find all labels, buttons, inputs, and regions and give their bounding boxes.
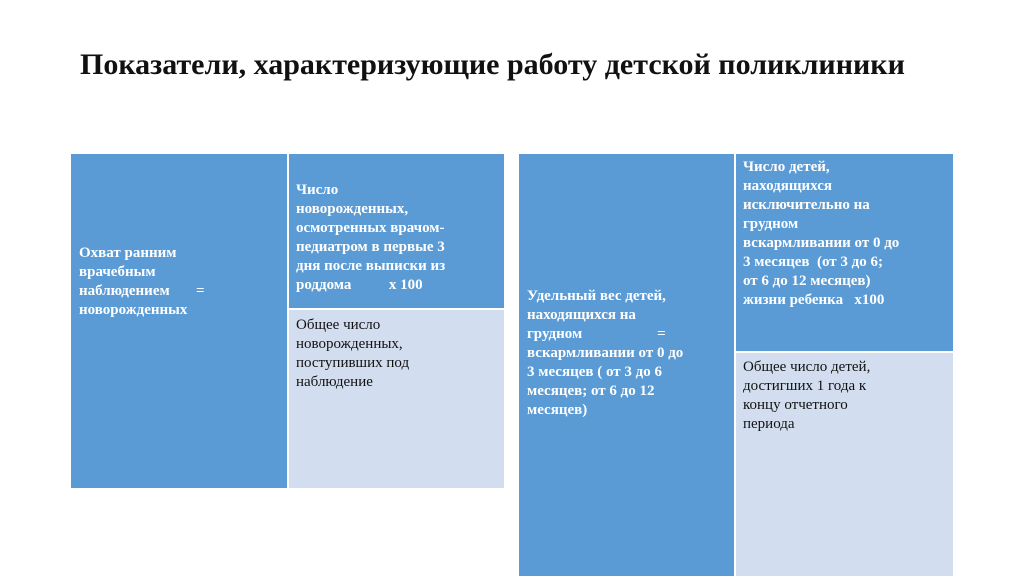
breastfeeding-denominator-box	[736, 353, 953, 576]
coverage-label-box	[71, 154, 287, 488]
breastfeeding-label-box	[519, 154, 734, 576]
coverage-numerator: Число новорожденных, осмотренных врачом- педиатром в первые 3 дня после выписки из роддома х 100	[296, 182, 446, 293]
coverage-label: Охват ранним врачебным наблюдением = новорожденных	[79, 245, 205, 318]
breastfeeding-numerator-box	[736, 154, 953, 351]
breastfeeding-label: Удельный вес детей, находящихся на грудном = вскармливании от 0 до 3 месяцев ( от 3 до 6 месяцев; от 6 до 12 месяцев)	[527, 288, 684, 418]
coverage-denominator: Общее число новорожденных, поступивших под наблюдение	[296, 317, 410, 390]
breastfeeding-numerator: Число детей, находящихся исключительно на грудном вскармливании от 0 до 3 месяцев (от 3 до 6; от 6 до 12 месяцев) жизни ребенка х100	[743, 159, 900, 308]
coverage-denominator-box	[289, 310, 504, 488]
coverage-numerator-box	[289, 154, 504, 308]
breastfeeding-denominator: Общее число детей, достигших 1 года к концу отчетного периода	[743, 359, 871, 432]
slide-title: Показатели, характеризующие работу детской поликлиники	[80, 48, 905, 81]
